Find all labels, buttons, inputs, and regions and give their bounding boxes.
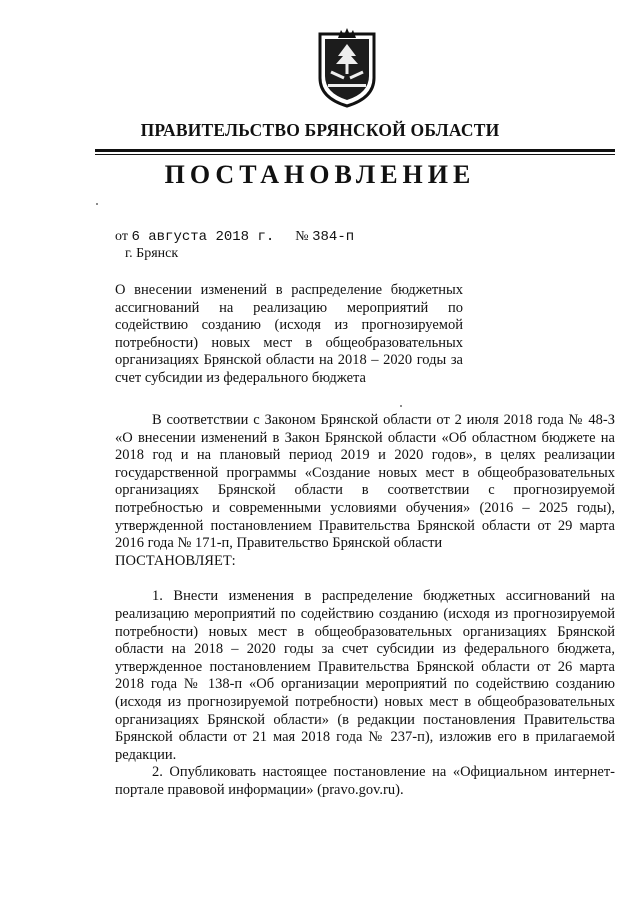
scan-speck [400,405,402,407]
city: г. Брянск [125,246,179,261]
header-rule-thick [95,149,615,152]
document-number: 384-п [312,229,355,245]
number-label: № [295,229,309,244]
document-subject: О внесении изменений в распределение бюджетных ассигнований на реализацию мероприятий по содействию созданию (исходя из прогнозируемой потребности) новых мест в общеобразовательных организациях Брянской области на 2018 – 2020 годы за счет субсидии из федерального бюджета [115,282,463,386]
document-date: 6 августа 2018 г. [131,229,275,245]
government-title: ПРАВИТЕЛЬСТВО БРЯНСКОЙ ОБЛАСТИ [140,120,500,140]
document-body [115,412,615,799]
document-type-heading: ПОСТАНОВЛЕНИЕ [164,160,476,189]
resolution-word: ПОСТАНОВЛЯЕТ: [115,552,236,569]
header-rule-thin [95,154,615,155]
date-prefix: от [115,229,128,244]
preamble-paragraph: В соответствии с Законом Брянской области от 2 июля 2018 года № 48-З «О внесении изменений в Закон Брянской области «Об областном бюджете на 2018 год и на плановый период 2019 и 2020 годов», в целях реализации государственной программы «Создание новых мест в общеобразовательных организациях Брянской области в соответствии с прогнозируемой потребностью и современными условиями обучения» (2016 – 2025 годы), утвержденной постановлением Правительства Брянской области от 29 марта 2016 года № 171-п, Правительство Брянской области [115,412,615,552]
scan-speck [96,203,98,205]
bryansk-coat-of-arms-icon [314,26,380,110]
item-2-paragraph: 2. Опубликовать настоящее постановление на «Официальном интернет-портале правовой информации» (pravo.gov.ru). [115,764,615,798]
item-1-paragraph: 1. Внести изменения в распределение бюджетных ассигнований на реализацию мероприятий по содействию созданию (исходя из прогнозируемой потребности) новых мест в общеобразовательных организациях Брянской области на 2018 – 2020 годы за счет субсидии из федерального бюджета, утвержденное постановлением Правительства Брянской области от 26 марта 2018 года № 138-п «Об организации мероприятий по содействию созданию (исходя из прогнозируемой потребности) новых мест в общеобразовательных организациях Брянской области» (в редакции постановления Правительства Брянской области от 21 мая 2018 года № 237-п), изложив его в прилагаемой редакции. [115,588,615,763]
date-number-line [115,229,354,245]
